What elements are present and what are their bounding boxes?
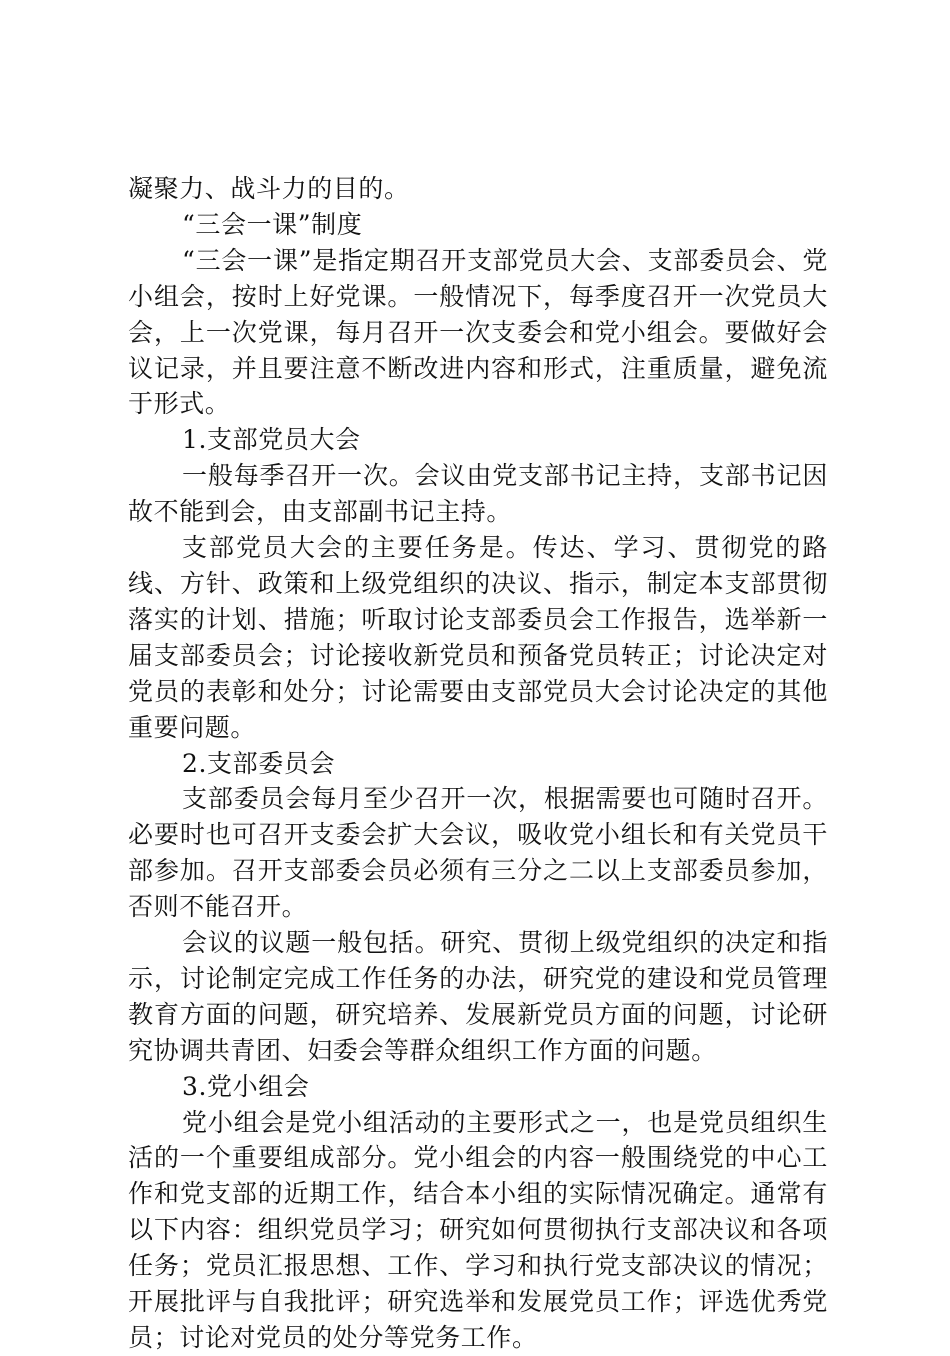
subheading-branch-committee: 2.支部委员会 [182,748,336,778]
subheading-branch-member-meeting: 1.支部党员大会 [182,425,361,455]
section-heading-three-meetings-one-lesson: “三会一课”制度 [182,209,363,239]
paragraph-committee-topics: 会议的议题一般包括。研究、贯彻上级党组织的决定和指示，讨论制定完成工作任务的办法，研究党的建设和党员管理教育方面的问题，研究培养、发展新党员方面的问题，讨论研究协调共青团、妇委会等群众组织工作方面的问题。 [128,928,828,1065]
paragraph-committee-frequency: 支部委员会每月至少召开一次，根据需要也可随时召开。必要时也可召开支委会扩大会议，吸收党小组长和有关党员干部参加。召开支部委会员必须有三分之二以上支部委员参加，否则不能召开。 [128,784,828,922]
paragraph-member-meeting-tasks: 支部党员大会的主要任务是。传达、学习、贯彻党的路线、方针、政策和上级党组织的决议、指示，制定本支部贯彻落实的计划、措施；听取讨论支部委员会工作报告，选举新一届支部委员会；讨论接收新党员和预备党员转正；讨论决定对党员的表彰和处分；讨论需要由支部党员大会讨论决定的其他重要问题。 [128,533,828,742]
paragraph-definition: “三会一课”是指定期召开支部党员大会、支部委员会、党小组会，按时上好党课。一般情况下，每季度召开一次党员大会，上一次党课，每月召开一次支委会和党小组会。要做好会议记录，并且要注意不断改进内容和形式，注重质量，避免流于形式。 [128,245,828,419]
paragraph-party-group-meeting: 党小组会是党小组活动的主要形式之一，也是党员组织生活的一个重要组成部分。党小组会的内容一般围绕党的中心工作和党支部的近期工作，结合本小组的实际情况确定。通常有以下内容：组织党员学习；研究如何贯彻执行支部决议和各项任务；党员汇报思想、工作、学习和执行党支部决议的情况；开展批评与自我批评；研究选举和发展党员工作；评选优秀党员；讨论对党员的处分等党务工作。 [128,1107,828,1352]
document-body [128,171,828,1356]
subheading-party-group-meeting: 3.党小组会 [182,1071,310,1101]
paragraph-member-meeting-frequency: 一般每季召开一次。会议由党支部书记主持，支部书记因故不能到会，由支部副书记主持。 [128,461,828,527]
paragraph-continued: 凝聚力、战斗力的目的。 [128,174,410,203]
